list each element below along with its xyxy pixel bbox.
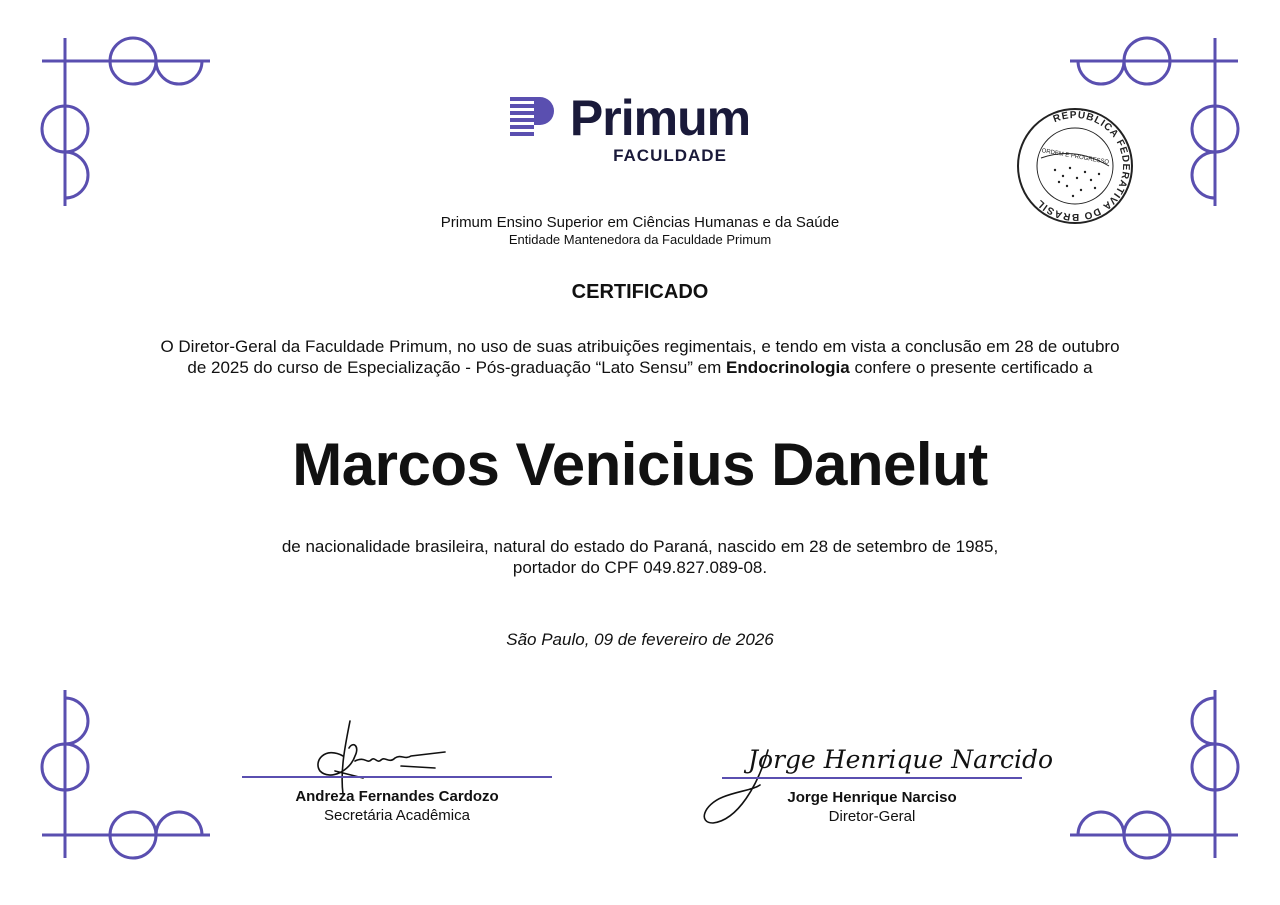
signer-role-director: Diretor-Geral <box>828 808 916 825</box>
details-line-2: portador do CPF 049.827.089-08. <box>512 558 768 577</box>
recipient-details <box>240 536 1040 578</box>
body-text-after: confere o presente certificado a <box>849 358 1093 377</box>
signature-line-secretary <box>242 776 552 778</box>
corner-ornament-bottom-left <box>40 690 210 860</box>
certificate-body <box>150 336 1130 378</box>
signature-block-director <box>722 777 1022 825</box>
signer-name-director: Jorge Henrique Narciso <box>787 789 957 806</box>
seal-text: REPÚBLICA FEDERATIVA DO BRASIL <box>1034 109 1132 223</box>
signature-block-secretary <box>242 776 552 824</box>
institution-maintainer: Entidade Mantenedora da Faculdade Primum <box>508 232 772 247</box>
signature-line-director <box>722 777 1022 779</box>
details-line-1: de nacionalidade brasileira, natural do estado do Paraná, nascido em 28 de setembro de 1985, <box>281 537 999 556</box>
seal-motto: ORDEM E PROGRESSO <box>1041 148 1110 166</box>
place-and-date: São Paulo, 09 de fevereiro de 2026 <box>506 630 774 649</box>
signer-name-secretary: Andreza Fernandes Cardozo <box>295 788 499 805</box>
signer-role-secretary: Secretária Acadêmica <box>324 807 470 824</box>
handwritten-signature-text: Jorge Henrique Narcido <box>748 745 1054 774</box>
brazil-seal-icon <box>1015 106 1135 226</box>
primum-p-icon <box>510 97 556 139</box>
certificate-title: CERTIFICADO <box>571 281 709 303</box>
course-name: Endocrinologia <box>726 358 850 377</box>
recipient-name: Marcos Venicius Danelut <box>292 431 988 498</box>
institution-name: Primum Ensino Superior em Ciências Humanas e da Saúde <box>440 214 840 231</box>
brand-name: Primum <box>569 90 751 146</box>
brand-subtitle: FACULDADE <box>613 146 727 165</box>
corner-ornament-bottom-right <box>1070 690 1240 860</box>
body-text-before: O Diretor-Geral da Faculdade Primum, no uso de suas atribuições regimentais, e tendo em vista a conclusão em 28 de outubro de 2025 do curso de Especialização - Pós-graduação “Lato Sensu” em <box>160 337 1120 377</box>
signature-handwritten-director <box>748 745 1053 774</box>
